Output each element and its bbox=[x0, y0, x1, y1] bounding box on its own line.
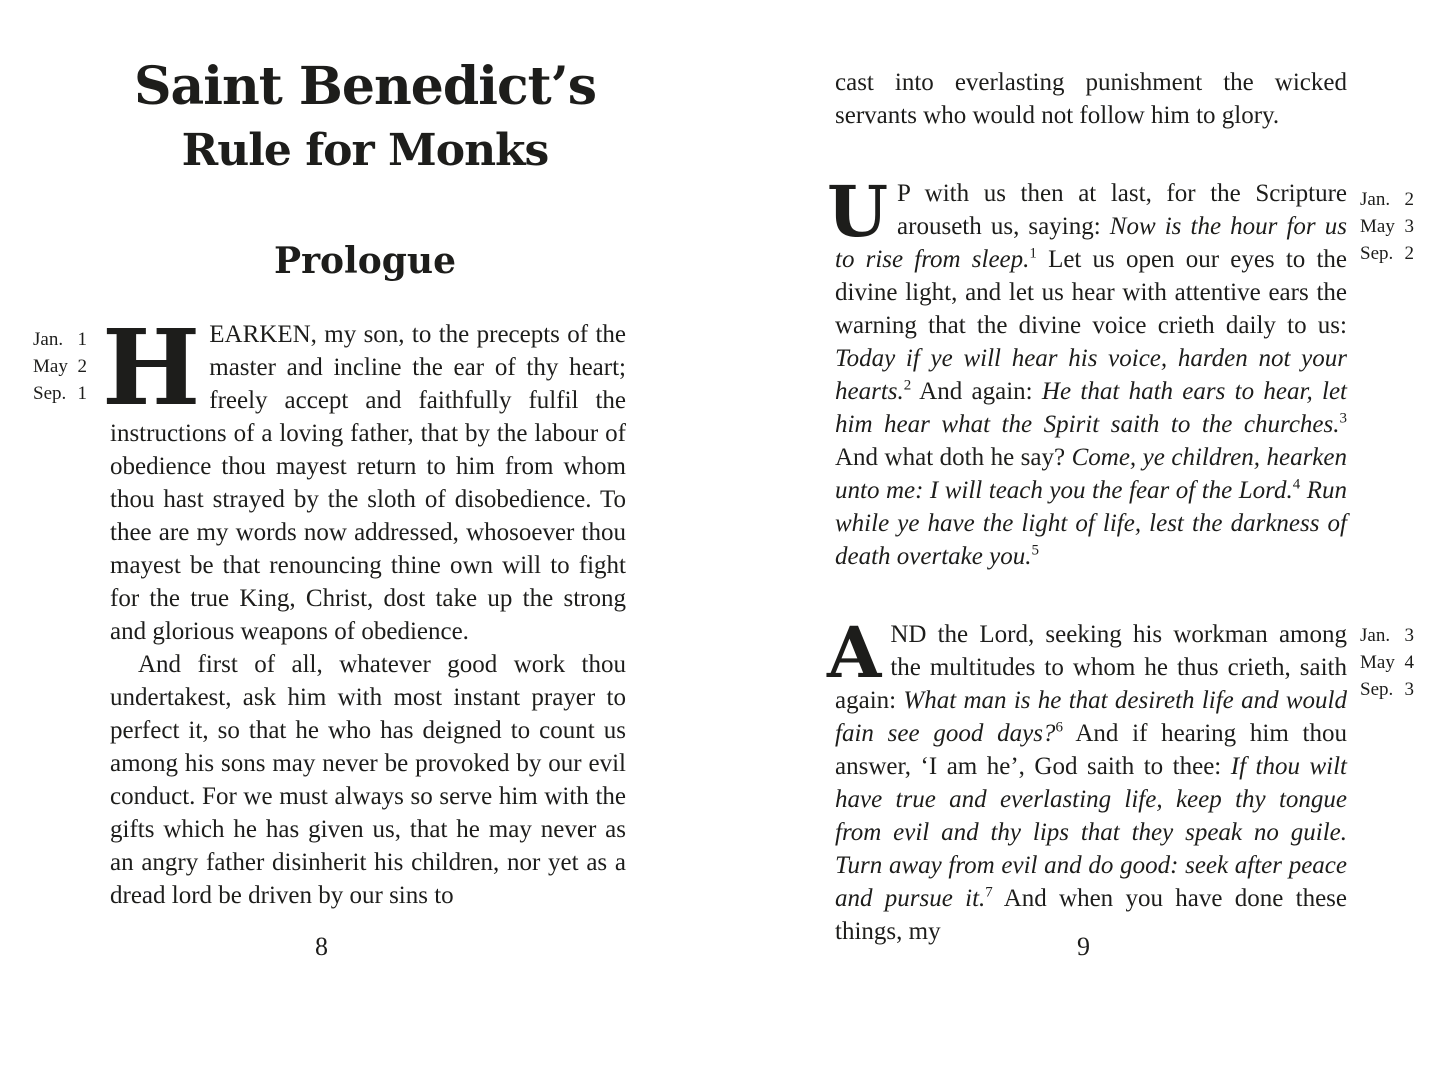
paragraph bbox=[102, 306, 626, 648]
margin-note-month: Jan. bbox=[1360, 189, 1391, 210]
margin-note bbox=[33, 353, 87, 380]
margin-note-month: Sep. bbox=[1360, 243, 1394, 264]
margin-note-day: 2 bbox=[1404, 243, 1414, 264]
margin-note-day: 3 bbox=[1404, 216, 1414, 237]
text-segment: ND the Lord, seeking his workman among the multitudes to whom he thus crieth, saith again: bbox=[835, 621, 1347, 714]
margin-note-day: 1 bbox=[77, 383, 87, 404]
margin-note-day: 1 bbox=[77, 329, 87, 350]
margin-note-month: Jan. bbox=[33, 329, 64, 350]
book-title bbox=[100, 56, 630, 178]
margin-note bbox=[1360, 186, 1414, 213]
margin-note-month: May bbox=[1360, 216, 1395, 237]
right-page-number: 9 bbox=[1077, 932, 1090, 961]
paragraph bbox=[110, 648, 626, 912]
text-segment: And what doth he say? bbox=[835, 444, 1072, 471]
text-segment: EARKEN, my son, to the precepts of the master and incline the ear of thy heart; freely accept and faithfully fulfil the instructions of a loving father, that by the labour of obedience thou mayest return to him from whom thou hast strayed by the sloth of disobedience. To thee are my words now addressed, whosoever thou mayest be that renouncing thine own will to fight for the true King, Christ, dost take up the strong and glorious weapons of obedience. bbox=[110, 321, 626, 645]
margin-note bbox=[1360, 240, 1414, 267]
margin-note-month: Jan. bbox=[1360, 625, 1391, 646]
margin-note bbox=[1360, 213, 1414, 240]
margin-note bbox=[1360, 622, 1414, 649]
text-segment: P with us then at last, for the Scripture arouseth us, saying: bbox=[897, 180, 1347, 240]
margin-note-month: Sep. bbox=[1360, 679, 1394, 700]
book-title-line2: Rule for Monks bbox=[181, 125, 549, 176]
footnote-reference: 3 bbox=[1339, 410, 1347, 427]
margin-note bbox=[33, 380, 87, 407]
margin-note-day: 2 bbox=[1404, 189, 1414, 210]
text-segment: He that hath ears to hear, let him hear what the Spirit saith to the churches. bbox=[835, 378, 1348, 438]
margin-notes-left bbox=[33, 326, 87, 407]
paragraph bbox=[835, 66, 1347, 132]
margin-note bbox=[1360, 649, 1414, 676]
text-segment: Run while ye have the light of life, lest the darkness of death overtake you. bbox=[835, 477, 1348, 570]
margin-note-day: 3 bbox=[1404, 679, 1414, 700]
text-segment: Now is the hour for us to rise from sleep. bbox=[835, 213, 1348, 273]
left-page-number: 8 bbox=[315, 932, 328, 961]
margin-note-day: 2 bbox=[77, 356, 87, 377]
footnote-reference: 1 bbox=[1029, 245, 1037, 262]
footnote-reference: 5 bbox=[1031, 542, 1039, 559]
text-segment: And when you have done these things, my bbox=[835, 885, 1347, 945]
footnote-reference: 6 bbox=[1055, 719, 1063, 736]
margin-note bbox=[1360, 676, 1414, 703]
margin-notes-right-1 bbox=[1360, 186, 1414, 267]
text-segment: Let us open our eyes to the divine light, and let us hear with attentive ears the warning that the divine voice crieth daily to us: bbox=[835, 246, 1347, 339]
text-segment: And first of all, whatever good work thou undertakest, ask him with most instant prayer to perfect it, so that he who has deigned to count us among his sons may never be provoked by our evil conduct. For we must always so serve him with the gifts which he has given us, that he may never as an angry father disinherit his children, nor yet as a dread lord be driven by our sins to bbox=[110, 651, 626, 909]
right-page-body bbox=[827, 66, 1348, 948]
margin-note-month: Sep. bbox=[33, 383, 67, 404]
margin-note-month: May bbox=[33, 356, 68, 377]
text-segment: And again: bbox=[911, 378, 1042, 405]
margin-note-month: May bbox=[1360, 652, 1395, 673]
drop-cap: A bbox=[827, 611, 882, 694]
footnote-reference: 7 bbox=[985, 884, 993, 901]
paragraph bbox=[827, 611, 1348, 948]
drop-cap: U bbox=[827, 170, 889, 253]
margin-note bbox=[33, 326, 87, 353]
margin-note-day: 3 bbox=[1404, 625, 1414, 646]
footnote-reference: 4 bbox=[1292, 476, 1301, 493]
margin-notes-right-2 bbox=[1360, 622, 1414, 703]
text-segment: cast into everlasting punishment the wicked servants who would not follow him to glory. bbox=[835, 69, 1347, 129]
text-segment: What man is he that desireth life and would fain see good days? bbox=[835, 687, 1347, 747]
text-segment: And if hearing him thou answer, ‘I am he’, God saith to thee: bbox=[835, 720, 1348, 780]
section-heading-prologue: Prologue bbox=[274, 240, 456, 282]
book-title-line1: Saint Benedict’s bbox=[133, 56, 597, 117]
left-page-body bbox=[102, 306, 626, 912]
text-segment: If thou wilt have true and everlasting life, keep thy tongue from evil and thy lips that they speak no guile. Turn away from evil and do good: seek after peace and pursue it. bbox=[835, 753, 1348, 912]
text-segment: Today if ye will hear his voice, harden not your hearts. bbox=[835, 345, 1347, 405]
drop-cap: H bbox=[102, 306, 201, 429]
footnote-reference: 2 bbox=[903, 377, 912, 394]
text-segment: Come, ye children, hearken unto me: I will teach you the fear of the Lord. bbox=[835, 444, 1347, 504]
paragraph bbox=[827, 170, 1348, 573]
margin-note-day: 4 bbox=[1404, 652, 1414, 673]
